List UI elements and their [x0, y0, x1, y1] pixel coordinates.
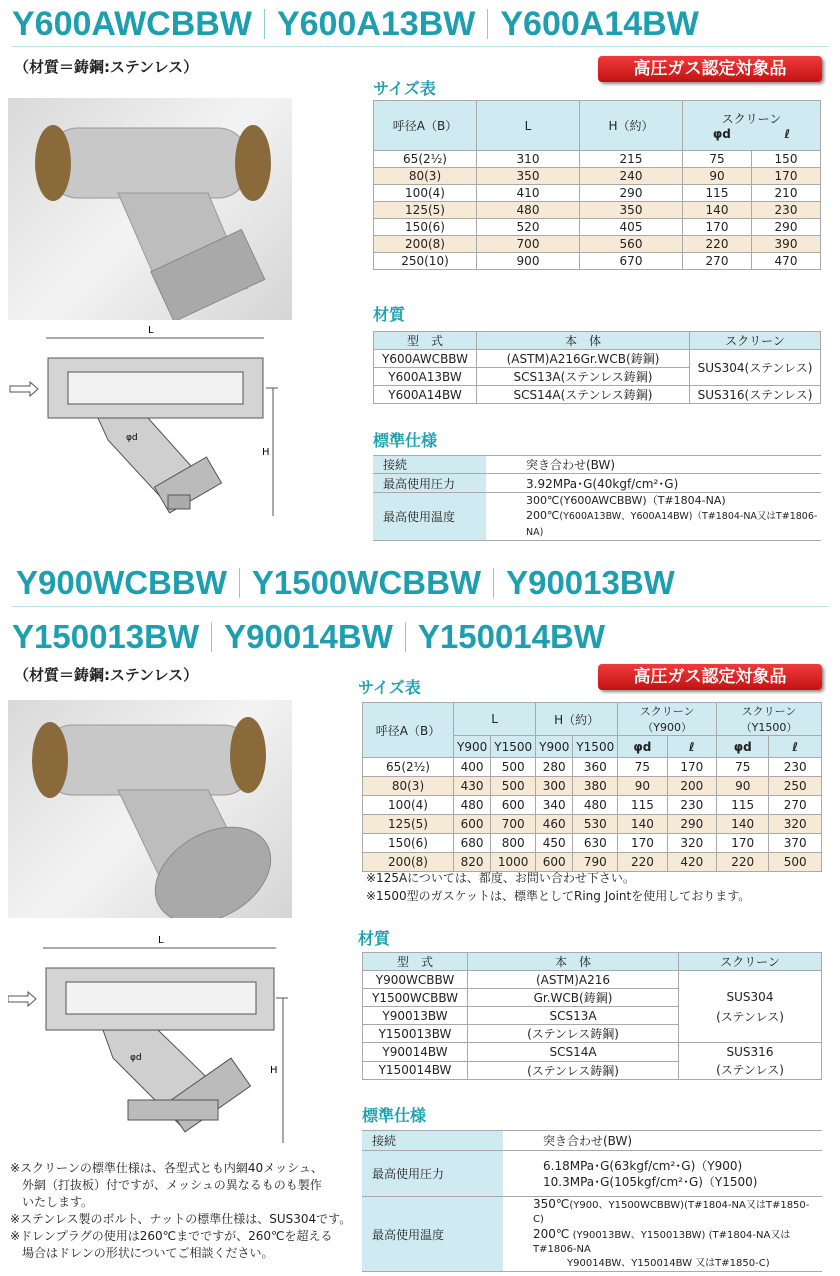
sub-header: φd [716, 736, 769, 758]
table-cell: 210 [752, 185, 821, 202]
table-cell: 290 [667, 815, 716, 834]
table-cell: 480 [573, 796, 618, 815]
table-row [363, 853, 822, 872]
table-cell: 150(6) [374, 219, 477, 236]
footnote-line: 外網（打抜板）付ですが、メッシュの異なるものも製作 [10, 1178, 322, 1192]
table-cell: 680 [454, 834, 491, 853]
table-cell: 220 [683, 236, 752, 253]
table-cell [486, 493, 821, 541]
table-cell: 480 [477, 202, 580, 219]
temp-line: 350℃(Y900、Y1500WCBBW)(T#1804-NA又はT#1850-C) [533, 1197, 810, 1225]
col-header: 呼径A（B） [363, 703, 454, 758]
table-cell: 480 [454, 796, 491, 815]
material-table [362, 952, 822, 1080]
table-cell: 360 [573, 758, 618, 777]
table-cell: 820 [454, 853, 491, 872]
table-cell: Y600AWCBBW [374, 350, 477, 368]
table-cell: Y90014BW [363, 1043, 468, 1062]
col-header: スクリーン [690, 332, 821, 350]
table-cell: SCS13A [468, 1007, 679, 1025]
sub-header: ℓ [769, 736, 822, 758]
table-row [373, 493, 821, 541]
table-row [363, 834, 822, 853]
sub-header: φd [618, 736, 667, 758]
dim-label-d: φd [126, 433, 138, 443]
table-cell: 90 [618, 777, 667, 796]
table-cell: Y600A13BW [374, 368, 477, 386]
dim-label-l: L [158, 935, 164, 946]
table-cell: SUS316 (ステンレス) [679, 1043, 822, 1080]
table-cell: 430 [454, 777, 491, 796]
table-cell: 700 [477, 236, 580, 253]
dimension-drawing [8, 320, 298, 525]
table-cell: 460 [536, 815, 573, 834]
strainer-photo-image [8, 700, 292, 918]
table-cell: 600 [536, 853, 573, 872]
table-row [374, 253, 821, 270]
table-cell: 790 [573, 853, 618, 872]
certification-badge: 高圧ガス認定対象品 [598, 56, 822, 82]
table-cell: 230 [769, 758, 822, 777]
section-title-spec: 標準仕様 [373, 431, 438, 450]
material-table [373, 331, 821, 404]
table-cell: 170 [752, 168, 821, 185]
model-title: Y150013BW [12, 618, 200, 655]
table-cell: 接続 [362, 1131, 503, 1151]
table-row [374, 386, 821, 404]
table-cell: (ASTM)A216 [468, 971, 679, 989]
table-row [374, 151, 821, 168]
table-cell: 230 [667, 796, 716, 815]
table-row [374, 168, 821, 185]
table-cell: 90 [716, 777, 769, 796]
sub-header: Y1500 [573, 736, 618, 758]
footnote-line: 場合はドレンの形状についてご相談ください。 [10, 1246, 274, 1260]
table-cell: Y600A14BW [374, 386, 477, 404]
table-cell: 3.92MPa･G(40kgf/cm²･G) [486, 474, 821, 493]
table-cell: 405 [580, 219, 683, 236]
model-title: Y90013BW [506, 564, 675, 601]
table-cell: 470 [752, 253, 821, 270]
table-cell: 900 [477, 253, 580, 270]
table-cell: 220 [618, 853, 667, 872]
table-cell: 115 [683, 185, 752, 202]
col-header: スクリーン [679, 953, 822, 971]
table-cell: SUS304 (ステンレス) [679, 971, 822, 1043]
size-table [373, 100, 821, 270]
table-cell: 700 [491, 815, 536, 834]
table-cell: 65(2⅟₂) [374, 151, 477, 168]
table-cell: 170 [683, 219, 752, 236]
temp-line: 200℃ (Y90013BW、Y150013BW) (T#1804-NA又はT#1806-NA [533, 1227, 791, 1255]
table-cell: 90 [683, 168, 752, 185]
table-cell: Gr.WCB(鋳鋼) [468, 989, 679, 1007]
table-cell: SCS13A(ステンレス鋳鋼) [477, 368, 690, 386]
table-cell: 500 [491, 758, 536, 777]
section-title-size: サイズ表 [358, 678, 421, 697]
col-header: 型 式 [374, 332, 477, 350]
table-cell: 560 [580, 236, 683, 253]
table-cell: 250(10) [374, 253, 477, 270]
table-cell: 670 [580, 253, 683, 270]
col-header: スクリーン（Y900） [618, 703, 717, 736]
table-cell: 350 [477, 168, 580, 185]
table-cell: 400 [454, 758, 491, 777]
material-note: （材質＝鋳鋼:ステンレス） [14, 666, 199, 684]
table-cell: 240 [580, 168, 683, 185]
model-title: Y90014BW [224, 618, 393, 655]
model-title: Y600A14BW [500, 4, 699, 43]
table-cell: 150 [752, 151, 821, 168]
table-cell: 75 [716, 758, 769, 777]
table-cell: 500 [491, 777, 536, 796]
table-cell: 500 [769, 853, 822, 872]
phi-d-label: φd [712, 127, 731, 141]
table-cell: 530 [573, 815, 618, 834]
col-header-screen [683, 101, 821, 151]
col-header: H（約） [580, 101, 683, 151]
table-cell: 250 [769, 777, 822, 796]
section-title-spec: 標準仕様 [362, 1106, 427, 1125]
table-cell: SCS14A [468, 1043, 679, 1062]
table-cell: SUS304(ステンレス) [690, 350, 821, 386]
footnotes [10, 1160, 360, 1262]
table-cell [503, 1151, 822, 1197]
table-cell: 370 [769, 834, 822, 853]
table-cell: 230 [752, 202, 821, 219]
dim-label-l: L [148, 325, 154, 336]
top-model-header [12, 4, 828, 44]
table-cell: SCS14A(ステンレス鋳鋼) [477, 386, 690, 404]
divider [12, 46, 828, 47]
temp-line: 200℃(Y600A13BW、Y600A14BW)（T#1804-NA又はT#1806-NA) [526, 509, 818, 538]
table-cell: 突き合わせ(BW) [486, 456, 821, 474]
footnote-line: ※ステンレス製のボルト、ナットの標準仕様は、SUS304です。 [10, 1212, 352, 1226]
table-cell: 100(4) [363, 796, 454, 815]
table-cell: 290 [752, 219, 821, 236]
col-header: L [454, 703, 536, 736]
table-cell: 75 [618, 758, 667, 777]
table-cell: 最高使用温度 [362, 1197, 503, 1272]
table-row [362, 1151, 822, 1197]
table-cell: 350 [580, 202, 683, 219]
table-cell: 75 [683, 151, 752, 168]
table-cell: (ASTM)A216Gr.WCB(鋳鋼) [477, 350, 690, 368]
table-cell: 80(3) [374, 168, 477, 185]
table-cell: 125(5) [374, 202, 477, 219]
table-row [362, 1131, 822, 1151]
table-cell: 600 [454, 815, 491, 834]
col-header: 型 式 [363, 953, 468, 971]
table-cell: 115 [716, 796, 769, 815]
table-row [374, 350, 821, 368]
section-title-size: サイズ表 [373, 79, 436, 98]
table-cell: 65(2⅟₂) [363, 758, 454, 777]
table-cell: 突き合わせ(BW) [503, 1131, 822, 1151]
table-cell: 320 [769, 815, 822, 834]
table-cell: 140 [618, 815, 667, 834]
table-cell: Y90013BW [363, 1007, 468, 1025]
temp-line: Y90014BW、Y150014BW 又はT#1850-C) [567, 1258, 770, 1269]
temp-line: 300℃(Y600AWCBBW)（T#1804-NA) [526, 494, 726, 507]
table-row [374, 236, 821, 253]
col-header: 本 体 [477, 332, 690, 350]
table-cell: 170 [667, 758, 716, 777]
table-cell: Y150014BW [363, 1061, 468, 1080]
table-cell: 600 [491, 796, 536, 815]
spec-table [373, 455, 821, 541]
footnote-line: ※スクリーンの標準仕様は、各型式とも内網40メッシュ、 [10, 1161, 323, 1175]
table-row [363, 971, 822, 989]
table-row [363, 796, 822, 815]
table-row [374, 202, 821, 219]
pressure-line: 10.3MPa･G(105kgf/cm²･G)（Y1500) [543, 1174, 758, 1189]
table-cell: 最高使用圧力 [373, 474, 486, 493]
col-header: H（約） [536, 703, 618, 736]
table-cell: 140 [683, 202, 752, 219]
table-row [363, 777, 822, 796]
section-title-material: 材質 [373, 305, 406, 324]
col-header: L [477, 101, 580, 151]
table-cell: 280 [536, 758, 573, 777]
table-cell: 270 [769, 796, 822, 815]
table-cell: 200(8) [363, 853, 454, 872]
table-cell: SUS316(ステンレス) [690, 386, 821, 404]
product-photo [8, 700, 292, 918]
table-cell: 170 [716, 834, 769, 853]
product-photo [8, 98, 292, 320]
table-cell: 200 [667, 777, 716, 796]
table-cell: (ステンレス鋳鋼) [468, 1061, 679, 1080]
table-cell: (ステンレス鋳鋼) [468, 1025, 679, 1043]
dim-label-d: φd [130, 1053, 142, 1063]
table-cell: 150(6) [363, 834, 454, 853]
table-row [363, 758, 822, 777]
table-row [363, 1043, 822, 1062]
pressure-line: 6.18MPa･G(63kgf/cm²･G)（Y900) [543, 1158, 743, 1173]
table-cell: 800 [491, 834, 536, 853]
table-row [363, 815, 822, 834]
table-row [374, 219, 821, 236]
table-cell: 310 [477, 151, 580, 168]
screen-label: スクリーン [721, 112, 782, 126]
col-header: 呼径A（B） [374, 101, 477, 151]
dim-label-h: H [270, 1065, 278, 1076]
table-cell: 630 [573, 834, 618, 853]
table-cell: 200(8) [374, 236, 477, 253]
table-cell: 300 [536, 777, 573, 796]
table-cell: 最高使用圧力 [362, 1151, 503, 1197]
model-title: Y600A13BW [276, 4, 476, 43]
table-cell: 320 [667, 834, 716, 853]
divider [12, 606, 828, 607]
size-note: ※1500型のガスケットは、標準としてRing Jointを使用しております。 [366, 889, 751, 903]
table-cell: 340 [536, 796, 573, 815]
ell-label: ℓ [784, 127, 791, 141]
col-header: スクリーン（Y1500） [716, 703, 821, 736]
footnote-line: ※ドレンプラグの使用は260℃までですが、260℃を超える [10, 1229, 333, 1243]
table-cell: 1000 [491, 853, 536, 872]
table-cell: 215 [580, 151, 683, 168]
model-title: Y900WCBBW [16, 564, 227, 601]
table-cell: Y900WCBBW [363, 971, 468, 989]
table-cell: 80(3) [363, 777, 454, 796]
dim-label-h: H [262, 447, 270, 458]
bottom-model-header-2 [12, 616, 828, 658]
size-table [362, 702, 822, 872]
table-cell: Y1500WCBBW [363, 989, 468, 1007]
table-cell: 125(5) [363, 815, 454, 834]
table-cell: 140 [716, 815, 769, 834]
table-cell: 380 [573, 777, 618, 796]
footnote-line: いたします。 [10, 1195, 94, 1209]
table-row [373, 474, 821, 493]
table-row [362, 1197, 822, 1272]
model-title: Y150014BW [417, 618, 605, 655]
table-cell: 115 [618, 796, 667, 815]
section-title-material: 材質 [358, 929, 391, 948]
table-row [374, 185, 821, 202]
model-title: Y1500WCBBW [251, 564, 482, 601]
table-cell: 100(4) [374, 185, 477, 202]
size-note: ※125Aについては、都度、お問い合わせ下さい。 [366, 871, 635, 885]
table-cell: 170 [618, 834, 667, 853]
certification-badge: 高圧ガス認定対象品 [598, 664, 822, 690]
table-cell: 290 [580, 185, 683, 202]
table-cell: 最高使用温度 [373, 493, 486, 541]
bottom-model-header-1 [12, 562, 828, 604]
spec-table [362, 1130, 822, 1272]
sub-header: Y1500 [491, 736, 536, 758]
table-row [373, 456, 821, 474]
table-cell: 450 [536, 834, 573, 853]
table-cell: 220 [716, 853, 769, 872]
material-note: （材質＝鋳鋼:ステンレス） [14, 58, 199, 76]
table-cell: 520 [477, 219, 580, 236]
model-title: Y600AWCBBW [12, 4, 252, 43]
sub-header: Y900 [454, 736, 491, 758]
strainer-photo-image [8, 98, 292, 320]
table-cell: 接続 [373, 456, 486, 474]
sub-header: Y900 [536, 736, 573, 758]
table-cell: Y150013BW [363, 1025, 468, 1043]
table-cell: 270 [683, 253, 752, 270]
table-cell: 410 [477, 185, 580, 202]
table-cell: 390 [752, 236, 821, 253]
table-cell: 420 [667, 853, 716, 872]
col-header: 本 体 [468, 953, 679, 971]
dimension-drawing [8, 928, 298, 1148]
table-cell [503, 1197, 822, 1272]
sub-header: ℓ [667, 736, 716, 758]
